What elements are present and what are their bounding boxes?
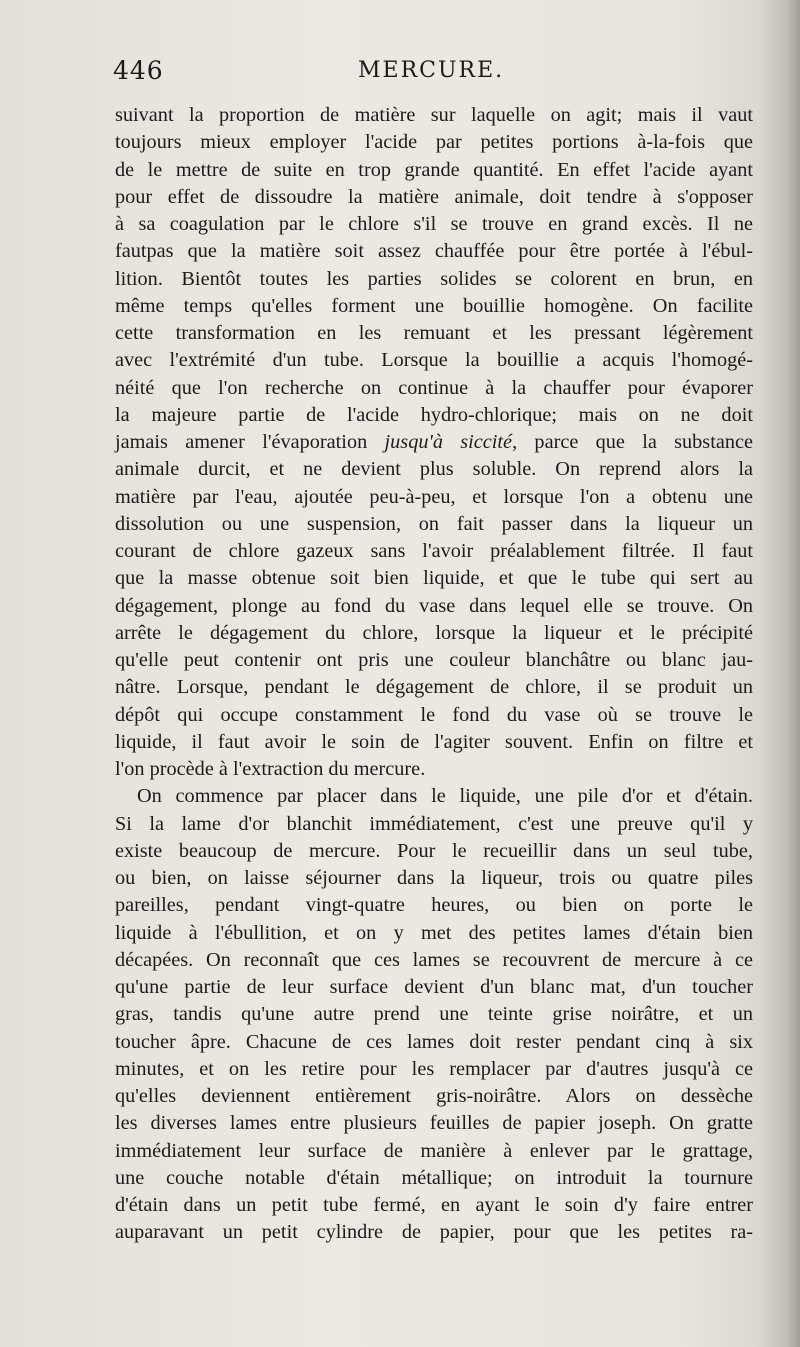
text-line: qu'elle peut contenir ont pris une couleur blanchâtre ou blanc jau- [115, 649, 753, 671]
text-line: une couche notable d'étain métallique; on introduit la tournure [115, 1166, 753, 1189]
text-line: décapées. On reconnaît que ces lames se recouvrent de mercure à ce [115, 948, 753, 971]
italic-line-before: jamais amener l'évaporation [115, 431, 385, 453]
page-header [113, 56, 753, 92]
text-line: dégagement, plonge au fond du vase dans lequel elle se trouve. On [115, 594, 753, 617]
text-line: de le mettre de suite en trop grande quantité. En effet l'acide ayant [115, 158, 753, 181]
paragraph-1 [115, 102, 753, 783]
text-line: arrête le dégagement du chlore, lorsque la liqueur et le précipité [115, 621, 753, 644]
italic-line-after: , parce que la substance [512, 431, 753, 453]
text-line: Si la lame d'or blanchit immédiatement, c'est une preuve qu'il y [115, 812, 753, 835]
paragraph-2 [115, 783, 753, 1246]
text-line: liquide, il faut avoir le soin de l'agiter souvent. Enfin on filtre et [115, 730, 753, 753]
text-line: que la masse obtenue soit bien liquide, et que le tube qui sert au [115, 567, 753, 590]
text-line: toucher âpre. Chacune de ces lames doit rester pendant cinq à six [115, 1030, 753, 1053]
text-line: auparavant un petit cylindre de papier, pour que les petites ra- [115, 1221, 753, 1244]
text-line: à sa coagulation par le chlore s'il se trouve en grand excès. Il ne [115, 213, 753, 235]
italic-phrase: jusqu'à siccité [384, 431, 513, 453]
page-gutter-shadow [758, 0, 800, 1347]
text-line: qu'elles deviennent entièrement gris-noirâtre. Alors on dessèche [115, 1085, 753, 1107]
text-line: immédiatement leur surface de manière à enlever par le grattage, [115, 1139, 753, 1162]
text-line: pareilles, pendant vingt-quatre heures, ou bien on porte le [115, 894, 753, 917]
body-text [115, 102, 753, 1247]
text-line: On commence par placer dans le liquide, une pile d'or et d'étain. [137, 785, 753, 808]
text-line: d'étain dans un petit tube fermé, en ayant le soin d'y faire entrer [115, 1194, 753, 1216]
text-line: matière par l'eau, ajoutée peu-à-peu, et lorsque l'on a obtenu une [115, 485, 753, 508]
text-line: minutes, et on les retire pour les remplacer par d'autres jusqu'à ce [115, 1057, 753, 1080]
text-line: néité que l'on recherche on continue à la chauffer pour évaporer [115, 376, 753, 399]
text-line: pour effet de dissoudre la matière animale, doit tendre à s'opposer [115, 185, 753, 208]
text-line: courant de chlore gazeux sans l'avoir préalablement filtrée. Il faut [115, 540, 753, 562]
text-line: nâtre. Lorsque, pendant le dégagement de chlore, il se produit un [115, 676, 753, 699]
text-line: cette transformation en les remuant et les pressant légèrement [115, 322, 753, 344]
text-line: toujours mieux employer l'acide par petites portions à-la-fois que [115, 131, 753, 154]
text-line: dépôt qui occupe constamment le fond du vase où se trouve le [115, 703, 753, 726]
text-line: les diverses lames entre plusieurs feuilles de papier joseph. On gratte [115, 1112, 753, 1135]
text-line: lition. Bientôt toutes les parties solides se colorent en brun, en [115, 267, 753, 290]
text-line: qu'une partie de leur surface devient d'un blanc mat, d'un toucher [115, 976, 753, 998]
text-line: avec l'extrémité d'un tube. Lorsque la bouillie a acquis l'homogé- [115, 349, 753, 372]
text-line: fautpas que la matière soit assez chauffée pour être portée à l'ébul- [115, 240, 753, 263]
text-line: liquide à l'ébullition, et on y met des petites lames d'étain bien [115, 921, 753, 944]
text-line: animale durcit, et ne devient plus soluble. On reprend alors la [115, 458, 753, 481]
text-line: dissolution ou une suspension, on fait passer dans la liqueur un [115, 512, 753, 535]
text-line: existe beaucoup de mercure. Pour le recueillir dans un seul tube, [115, 839, 753, 862]
text-line: l'on procède à l'extraction du mercure. [115, 758, 426, 780]
text-line: suivant la proportion de matière sur laquelle on agit; mais il vaut [115, 104, 753, 126]
text-line-with-italic [115, 429, 753, 456]
page-number: 446 [113, 56, 164, 85]
text-line: même temps qu'elles forment une bouillie homogène. On facilite [115, 294, 753, 317]
text-line: la majeure partie de l'acide hydro-chlorique; mais on ne doit [115, 403, 753, 426]
text-line: ou bien, on laisse séjourner dans la liqueur, trois ou quatre piles [115, 867, 753, 889]
running-title: MERCURE. [358, 58, 505, 83]
text-line: gras, tandis qu'une autre prend une teinte grise noirâtre, et un [115, 1003, 753, 1026]
